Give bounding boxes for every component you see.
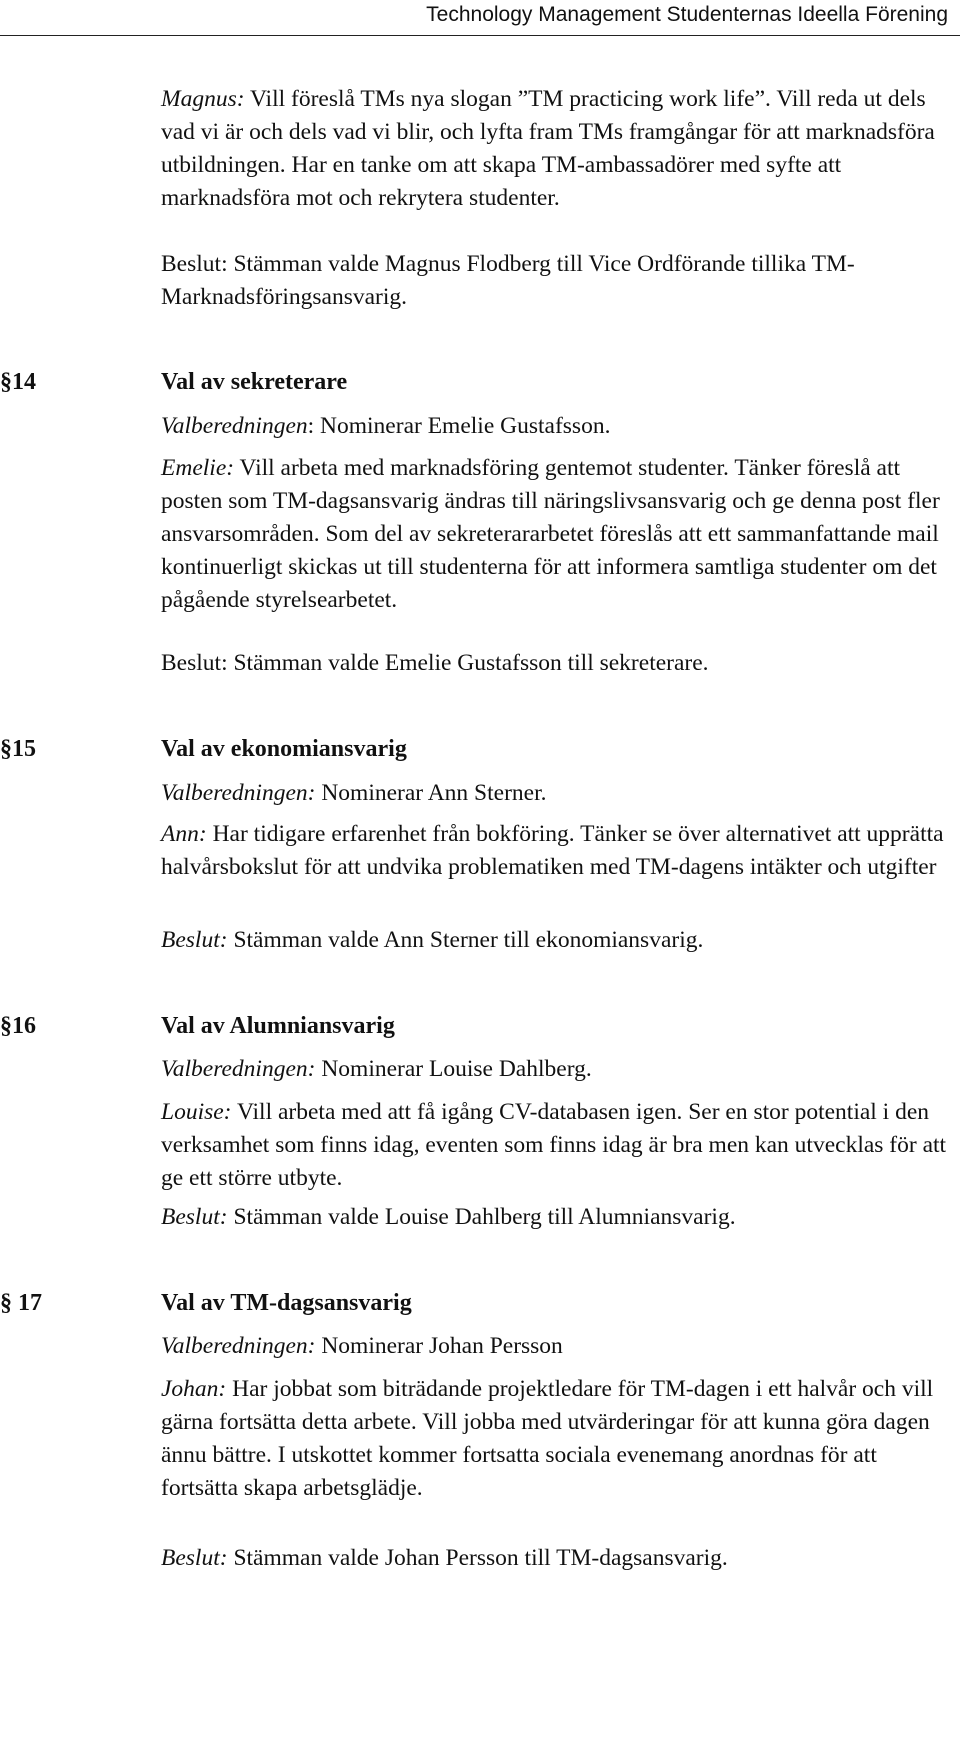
nomination: [161, 410, 951, 443]
section-title: Val av sekreterare: [161, 369, 348, 395]
section-title: Val av ekonomiansvarig: [161, 736, 407, 762]
section-title: Val av Alumniansvarig: [161, 1013, 395, 1039]
decision-label: Beslut: [161, 251, 222, 277]
decision-label: Beslut:: [161, 927, 228, 953]
decision-label: Beslut: [161, 650, 222, 676]
nomination-text: : Nominerar Emelie Gustafsson.: [307, 413, 611, 439]
nomination-text: Nominerar Louise Dahlberg.: [315, 1056, 592, 1082]
decision-text: : Stämman valde Emelie Gustafsson till sekreterare.: [221, 650, 709, 676]
decision-label: Beslut:: [161, 1204, 228, 1230]
decision-text: Stämman valde Johan Persson till TM-dagsansvarig.: [227, 1545, 728, 1571]
statement-text: Vill arbeta med marknadsföring gentemot studenter. Tänker föreslå att posten som TM-dagsansvarig ändras till näringslivsansvarig och ge denna post fler ansvarsområden. Som del av sekreterararbetet föreslås att ett sammanfattande mail kontinuerligt skickas ut till studenterna för att informera samtliga studenter om det pågående styrelsearbetet.: [161, 455, 940, 613]
statement-text: Har jobbat som biträdande projektledare för TM-dagen i ett halvår och vill gärna fortsätta detta arbete. Vill jobba med utvärderingar för att kunna göra dagen ännu bättre. I utskottet kommer fortsatta sociala evenemang anordnas för att fortsätta skapa arbetsglädje.: [161, 1376, 934, 1501]
nomination-label: Valberedningen:: [161, 780, 316, 806]
speaker-name: Magnus:: [161, 86, 245, 112]
decision: [161, 1542, 951, 1575]
header-title: Technology Management Studenternas Ideella Förening: [426, 3, 948, 26]
decision-label: Beslut:: [161, 1545, 228, 1571]
candidate-statement: [161, 452, 951, 617]
nomination-label: Valberedningen:: [161, 1056, 316, 1082]
nomination-text: Nominerar Ann Sterner.: [315, 780, 547, 806]
page-header: [0, 0, 948, 33]
nomination: [161, 1053, 951, 1086]
decision-text: Stämman valde Louise Dahlberg till Alumniansvarig.: [227, 1204, 736, 1230]
candidate-statement: [161, 1096, 951, 1195]
decision: [161, 1201, 951, 1234]
speaker-name: Emelie:: [161, 455, 235, 481]
nomination: [161, 777, 951, 810]
statement-text: Vill föreslå TMs nya slogan ”TM practicing work life”. Vill reda ut dels vad vi är och dels vad vi blir, och lyfta fram TMs framgångar för att marknadsföra utbildningen. Har en tanke om att skapa TM-ambassadörer med syfte att marknadsföra mot och rekrytera studenter.: [161, 86, 935, 211]
header-divider: [0, 35, 960, 36]
decision: [161, 647, 951, 680]
decision-text: Stämman valde Ann Sterner till ekonomiansvarig.: [227, 927, 704, 953]
nomination-label: Valberedningen: [161, 413, 308, 439]
intro-statement: [161, 83, 951, 215]
statement-text: Vill arbeta med att få igång CV-databasen igen. Ser en stor potential i den verksamhet som finns idag, eventen som finns idag är bra men kan utvecklas för att ge ett större utbyte.: [161, 1099, 947, 1191]
intro-decision: [161, 248, 951, 314]
nomination-label: Valberedningen:: [161, 1333, 316, 1359]
nomination: [161, 1330, 951, 1363]
decision: [161, 924, 951, 957]
section-number: §16: [0, 1013, 36, 1039]
nomination-text: Nominerar Johan Persson: [315, 1333, 563, 1359]
decision-text: : Stämman valde Magnus Flodberg till Vice Ordförande tillika TM-Marknadsföringsansvarig.: [161, 251, 855, 310]
candidate-statement: [161, 1373, 951, 1505]
candidate-statement: [161, 818, 951, 884]
section-number: §14: [0, 369, 36, 395]
speaker-name: Johan:: [161, 1376, 227, 1402]
speaker-name: Ann:: [161, 821, 207, 847]
section-number: §15: [0, 736, 36, 762]
section-number: § 17: [0, 1290, 42, 1316]
statement-text: Har tidigare erfarenhet från bokföring. Tänker se över alternativet att upprätta halvårsbokslut för att undvika problematiken med TM-dagens intäkter och utgifter: [161, 821, 944, 880]
section-title: Val av TM-dagsansvarig: [161, 1290, 412, 1316]
speaker-name: Louise:: [161, 1099, 232, 1125]
